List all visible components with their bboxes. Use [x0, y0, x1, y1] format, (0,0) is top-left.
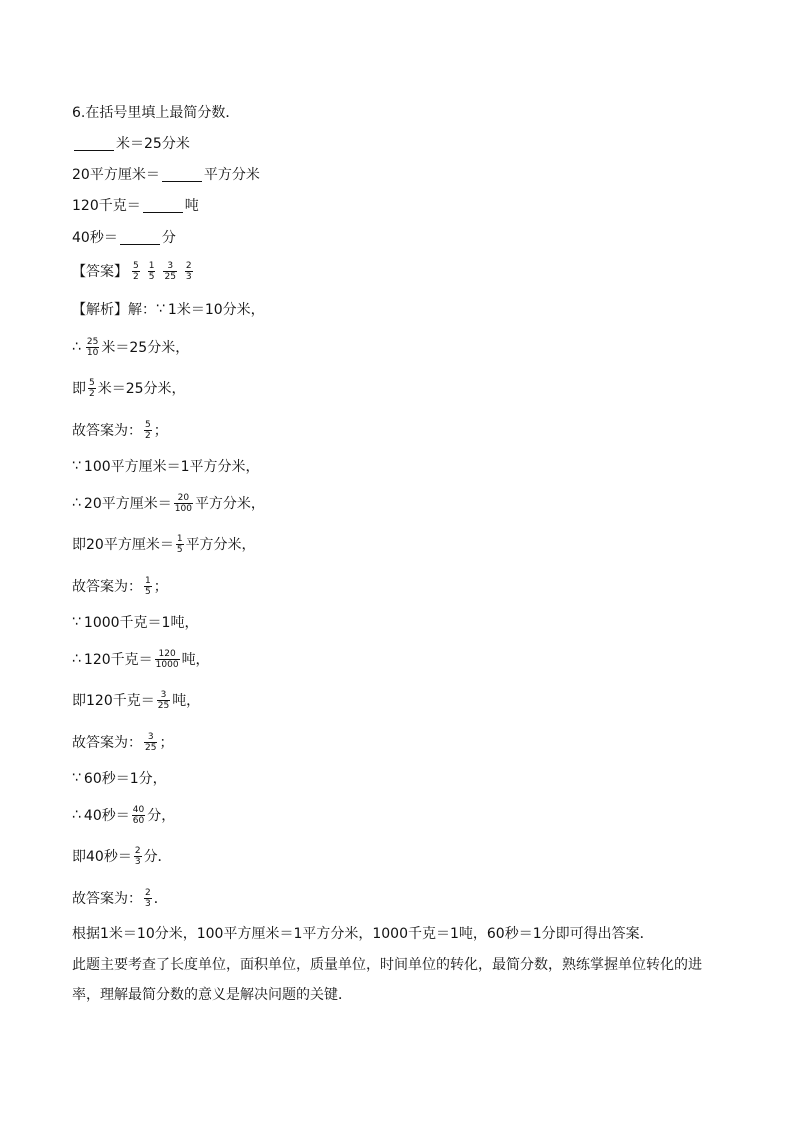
therefore-symbol: ∴: [72, 651, 81, 667]
analysis-text: 40秒＝: [83, 808, 130, 824]
answer-fraction: $\frac{5}{2}$: [133, 260, 139, 282]
analysis-text: 即120千克＝: [72, 693, 155, 709]
analysis-summary-text: 根据1米＝10分米，100平方厘米＝1平方分米，1000千克＝1吨，60秒＝1分即可得出答案．: [72, 926, 654, 942]
fraction: $\frac{120}{1000}$: [155, 648, 179, 670]
analysis-text: 100平方厘米＝1平方分米，: [83, 459, 260, 475]
fraction: $\frac{3}{25}$: [157, 689, 170, 711]
fraction: $\frac{25}{10}$: [86, 336, 99, 358]
analysis-summary-1: [72, 921, 654, 945]
analysis-text: 分，: [147, 808, 176, 824]
question-line-4: [72, 225, 176, 249]
analysis-line-13: [72, 766, 167, 790]
analysis-line-1: [72, 297, 265, 321]
analysis-line-10: [72, 647, 210, 671]
analysis-text: 吨，: [172, 693, 201, 709]
question-title-text: 6.在括号里填上最简分数．: [72, 105, 240, 121]
analysis-text: 1米＝10分米，: [167, 302, 265, 318]
analysis-text: 米＝25分米，: [101, 340, 190, 356]
because-symbol: ∵: [72, 770, 81, 786]
analysis-text: ；: [153, 579, 168, 595]
analysis-text: 故答案为：: [72, 423, 142, 439]
analysis-text: 60秒＝1分，: [83, 771, 167, 787]
fraction: $\frac{5}{2}$: [145, 419, 151, 441]
question-line-3: [72, 193, 199, 217]
analysis-line-16: [72, 886, 168, 910]
question-line-4-prefix: 40秒＝: [72, 230, 118, 246]
analysis-text: 平方分米，: [194, 496, 265, 512]
analysis-text: 20平方厘米＝: [83, 496, 172, 512]
question-line-2: [72, 162, 260, 186]
analysis-text: ；: [153, 423, 168, 439]
question-line-4-suffix: 分: [161, 230, 176, 246]
fraction: $\frac{3}{25}$: [145, 731, 157, 753]
analysis-line-3: [72, 376, 186, 400]
therefore-symbol: ∴: [72, 495, 81, 511]
analysis-text: 平方分米，: [185, 537, 256, 553]
analysis-line-11: [72, 688, 200, 712]
analysis-text: 即20平方厘米＝: [72, 537, 174, 553]
analysis-line-6: [72, 491, 265, 515]
analysis-line-14: [72, 803, 175, 827]
answer-line: [72, 259, 195, 283]
fraction: $\frac{40}{60}$: [132, 804, 145, 826]
analysis-line-5: [72, 454, 260, 478]
fraction: $\frac{2}{3}$: [145, 887, 151, 909]
therefore-symbol: ∴: [72, 339, 81, 355]
analysis-text: 即40秒＝: [72, 849, 132, 865]
answer-blank: [162, 167, 202, 182]
analysis-text: 故答案为：: [72, 735, 142, 751]
analysis-summary-2: [72, 950, 722, 1010]
analysis-text: ．: [153, 891, 168, 907]
analysis-text: 120千克＝: [83, 652, 153, 668]
question-line-1-suffix: 米＝25分米: [116, 136, 190, 152]
question-line-2-prefix: 20平方厘米＝: [72, 167, 160, 183]
question-line-3-prefix: 120千克＝: [72, 198, 141, 214]
analysis-line-2: [72, 335, 189, 359]
analysis-text: 即: [72, 381, 86, 397]
question-line-2-suffix: 平方分米: [203, 167, 260, 183]
analysis-line-4: [72, 418, 168, 442]
answer-blank: [143, 198, 183, 213]
answer-label: 【答案】: [72, 264, 128, 280]
analysis-text: 1000千克＝1吨，: [83, 615, 199, 631]
fraction: $\frac{1}{5}$: [145, 575, 151, 597]
fraction: $\frac{20}{100}$: [174, 492, 192, 514]
because-symbol: ∵: [156, 301, 165, 317]
answer-fraction: $\frac{1}{5}$: [148, 260, 155, 282]
fraction: $\frac{5}{2}$: [89, 377, 95, 399]
analysis-text: 分．: [143, 849, 172, 865]
analysis-text: 故答案为：: [72, 891, 142, 907]
analysis-text: 故答案为：: [72, 579, 142, 595]
question-line-3-suffix: 吨: [184, 198, 199, 214]
because-symbol: ∵: [72, 458, 81, 474]
analysis-line-15: [72, 844, 172, 868]
analysis-text: 吨，: [181, 652, 210, 668]
analysis-text: 米＝25分米，: [97, 381, 186, 397]
answer-fractions: [130, 261, 195, 282]
analysis-label: 【解析】解：: [72, 302, 156, 318]
analysis-line-8: [72, 574, 168, 598]
analysis-line-7: [72, 532, 256, 556]
analysis-line-12: [72, 730, 173, 754]
fraction: $\frac{2}{3}$: [134, 845, 141, 867]
analysis-text: ；: [159, 735, 174, 751]
therefore-symbol: ∴: [72, 807, 81, 823]
because-symbol: ∵: [72, 614, 81, 630]
answer-fraction: $\frac{2}{3}$: [185, 260, 192, 282]
analysis-line-9: [72, 610, 198, 634]
analysis-summary-text: 此题主要考查了长度单位，面积单位，质量单位，时间单位的转化，最简分数，熟练掌握单位转化的进率，理解最简分数的意义是解决问题的关键．: [72, 957, 702, 1003]
answer-fraction: $\frac{3}{25}$: [164, 260, 176, 282]
answer-blank: [74, 136, 114, 151]
fraction: $\frac{1}{5}$: [176, 533, 183, 555]
question-line-1: [72, 131, 190, 155]
answer-blank: [120, 230, 160, 245]
question-title: [72, 100, 239, 124]
